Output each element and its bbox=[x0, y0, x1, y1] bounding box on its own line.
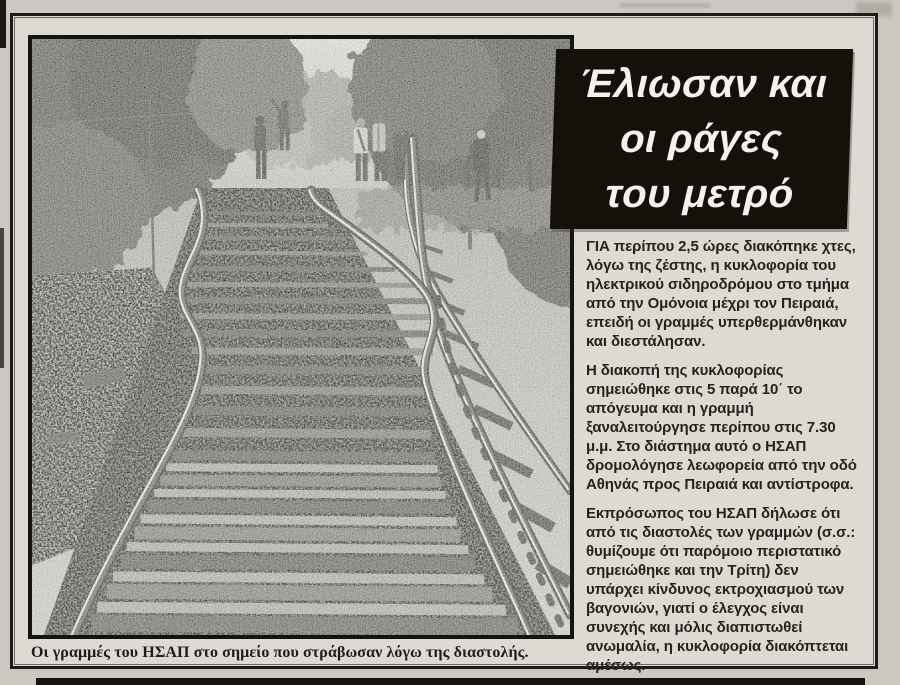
headline-line-3: του μετρό bbox=[604, 171, 795, 216]
scan-artifact-top bbox=[620, 3, 710, 8]
paragraph-1: ΓΙΑ περίπου 2,5 ώρες διακόπηκε χτες, λόγω της ζέστης, η κυκλοφορία του ηλεκτρικού σιδηροδρόμου στο τμήμα από την Ομόνοια μέχρι τον Πειραιά, επειδή οι γραμμές υπερθερμάνθηκαν και διεστάλησαν. bbox=[586, 238, 856, 350]
article-body bbox=[586, 237, 860, 685]
article-frame bbox=[10, 13, 878, 674]
scan-artifact-left-mid bbox=[0, 228, 4, 368]
photo-railway-tracks bbox=[28, 35, 574, 639]
headline-box bbox=[550, 49, 853, 229]
headline-line-1: Έλιωσαν και bbox=[578, 61, 829, 106]
scan-artifact-left-top bbox=[0, 0, 6, 48]
railway-photo-illustration bbox=[32, 39, 570, 635]
paragraph-2: Η διακοπή της κυκλοφορίας σημειώθηκε στις 5 παρά 10΄ το απόγευμα και η γραμμή ξαναλειτούργησε περίπου στις 7.30 μ.μ. Στο διάστημα αυτό ο ΗΣΑΠ δρομολόγησε λεωφορεία από την οδό Αθηνάς προς Πειραιά και αντίστροφα. bbox=[586, 362, 857, 493]
paragraph-3: Εκπρόσωπος του ΗΣΑΠ δήλωσε ότι από τις διαστολές των γραμμών (σ.σ.: θυμίζουμε ότι παρόμοιο περιστατικό σημειώθηκε και την Τρίτη) δεν υπάρχει κίνδυνος εκτροχιασμού των βαγονιών, γιατί ο έλεγχος είναι συνεχής και μόλις διαπιστωθεί ανωμαλία, η κυκλοφορία διακόπτεται αμέσως. bbox=[586, 505, 856, 674]
photo-caption: Οι γραμμές του ΗΣΑΠ στο σημείο που στράβωσαν λόγω της διαστολής. bbox=[31, 644, 529, 661]
headline-line-2: οι ράγες bbox=[619, 116, 784, 161]
